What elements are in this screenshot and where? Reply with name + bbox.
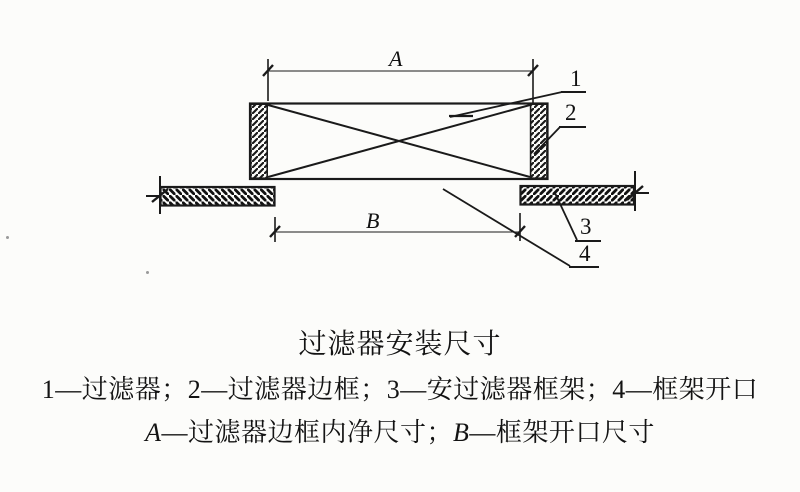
filter-edge-frame-left (251, 104, 267, 178)
part-label-3: 3 (580, 214, 592, 239)
legend-line-2 (0, 412, 800, 449)
scan-speck (146, 271, 149, 274)
part-label-1: 1 (570, 66, 582, 91)
frame-bar-right (521, 186, 635, 205)
filter-edge-frame-right (531, 104, 547, 178)
filter-assembly (250, 104, 548, 180)
scan-speck (6, 236, 9, 239)
mounting-frame (146, 171, 649, 214)
legend-symbol-a: A (145, 418, 162, 447)
legend-symbol-b: B (453, 418, 470, 447)
part-label-2: 2 (565, 100, 577, 125)
frame-bar-left (161, 187, 275, 206)
dim-label-a: A (389, 46, 403, 71)
figure-title: 过滤器安装尺寸 (298, 329, 502, 360)
legend-line-1: 1—过滤器；2—过滤器边框；3—安过滤器框架；4—框架开口 (41, 375, 759, 404)
legend-text-b: —框架开口尺寸 (469, 418, 655, 447)
part-label-4: 4 (579, 241, 591, 266)
legend-text-a: —过滤器边框内净尺寸； (161, 418, 453, 447)
dimension-b (270, 213, 525, 242)
dim-label-b: B (366, 208, 380, 233)
